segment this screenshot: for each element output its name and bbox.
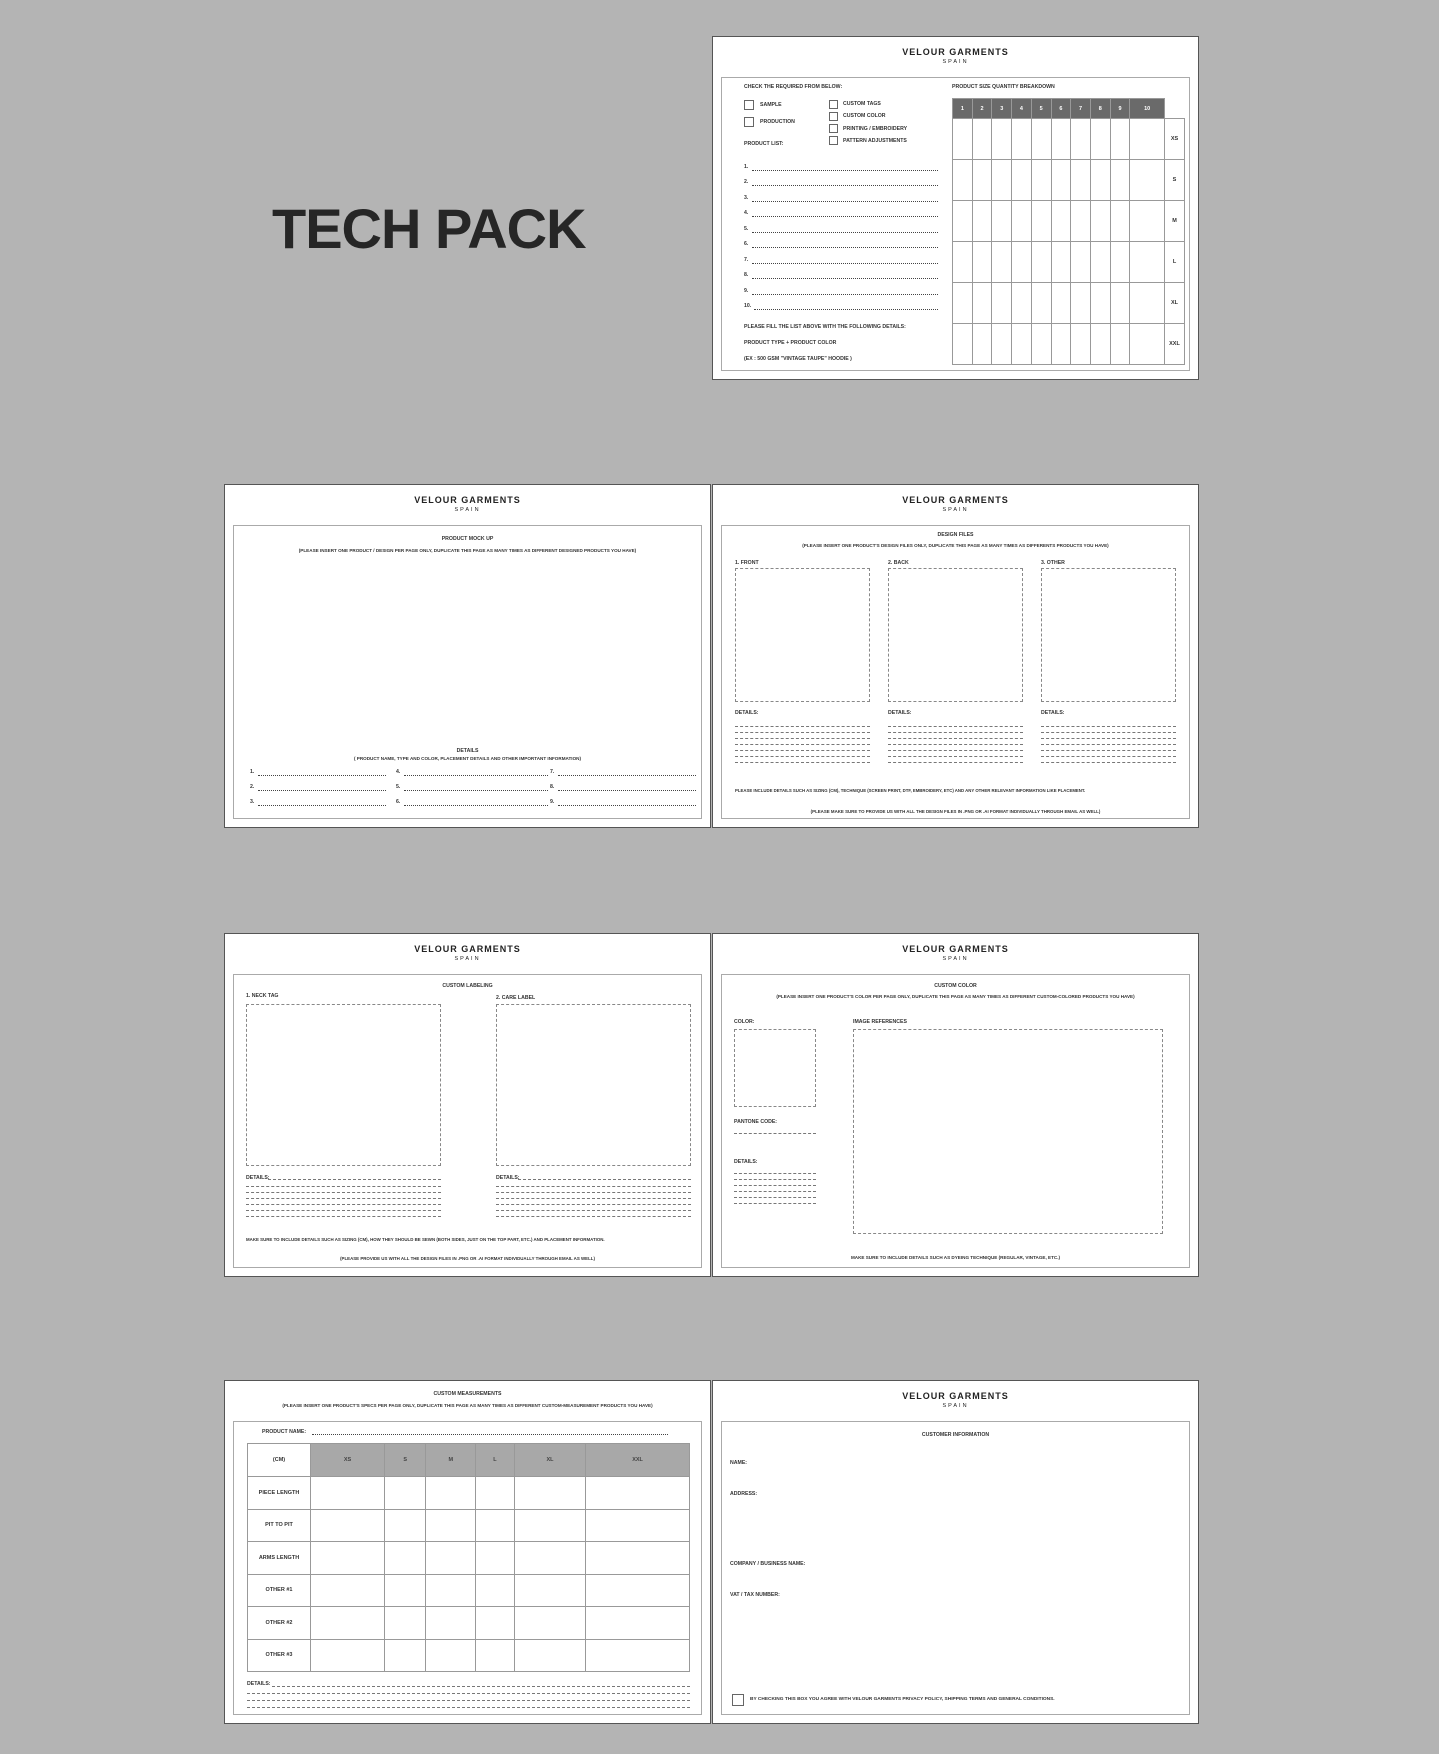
page-custom-labeling: [224, 933, 711, 1277]
qty-cell[interactable]: [953, 324, 973, 365]
qty-cell[interactable]: [1051, 283, 1071, 324]
size-col-header: S: [385, 1444, 426, 1477]
image-references-box[interactable]: [853, 1029, 1163, 1234]
details-label: DETAILS:: [734, 1159, 758, 1165]
list-line[interactable]: [752, 185, 938, 186]
page-custom-measurements: [224, 1380, 711, 1724]
section-title: CUSTOM LABELING: [442, 983, 493, 989]
qty-cell[interactable]: [1031, 160, 1051, 201]
measure-cell[interactable]: [426, 1607, 476, 1640]
qty-cell[interactable]: [1090, 324, 1110, 365]
measure-cell[interactable]: [514, 1509, 585, 1542]
custom-tags-checkbox[interactable]: [829, 100, 838, 109]
list-number: 9.: [744, 288, 749, 294]
brand-country: SPAIN: [942, 59, 969, 65]
qty-cell[interactable]: [1090, 119, 1110, 160]
qty-cell[interactable]: [1012, 324, 1032, 365]
size-col-header: L: [476, 1444, 515, 1477]
measure-row-label: PIT TO PIT: [248, 1509, 311, 1542]
measure-cell[interactable]: [476, 1477, 515, 1510]
details-label: DETAILS:: [735, 710, 759, 716]
details-label: DETAILS:: [247, 1681, 271, 1687]
list-line[interactable]: [752, 263, 938, 264]
neck-tag-label: 1. NECK TAG: [246, 993, 279, 999]
measure-cell[interactable]: [385, 1509, 426, 1542]
brand-name: VELOUR GARMENTS: [902, 495, 1009, 505]
qty-cell[interactable]: [1012, 283, 1032, 324]
measure-cell[interactable]: [476, 1542, 515, 1575]
qty-cell[interactable]: [1110, 283, 1130, 324]
front-label: 1. FRONT: [735, 560, 759, 566]
measure-cell[interactable]: [514, 1639, 585, 1672]
qty-cell[interactable]: [953, 160, 973, 201]
brand-country: SPAIN: [942, 1403, 969, 1409]
list-line[interactable]: [752, 232, 938, 233]
brand-name: VELOUR GARMENTS: [902, 47, 1009, 57]
custom-color-label: CUSTOM COLOR: [843, 113, 886, 119]
qty-cell[interactable]: [972, 283, 992, 324]
brand-country: SPAIN: [942, 956, 969, 962]
brand-country: SPAIN: [454, 507, 481, 513]
detail-line[interactable]: [404, 790, 548, 791]
pantone-line[interactable]: [734, 1133, 816, 1134]
detail-line[interactable]: [558, 805, 696, 806]
size-row-label: M: [1165, 201, 1185, 242]
brand-name: VELOUR GARMENTS: [414, 495, 521, 505]
measure-row-label: ARMS LENGTH: [248, 1542, 311, 1575]
qty-cell[interactable]: [1051, 201, 1071, 242]
measure-cell[interactable]: [476, 1639, 515, 1672]
page-customer-information: [712, 1380, 1199, 1724]
page-product-mockup: [224, 484, 711, 828]
measurements-table: [247, 1443, 690, 1672]
qty-cell[interactable]: [1071, 324, 1091, 365]
list-line[interactable]: [752, 294, 938, 295]
size-col-header: XXL: [586, 1444, 690, 1477]
section-title: CUSTOM MEASUREMENTS: [433, 1391, 502, 1397]
qty-cell[interactable]: [1071, 283, 1091, 324]
qty-cell[interactable]: [972, 242, 992, 283]
production-label: PRODUCTION: [760, 119, 795, 125]
size-quantity-table: [952, 98, 1185, 365]
qty-cell[interactable]: [1071, 242, 1091, 283]
qty-cell[interactable]: [1090, 242, 1110, 283]
image-references-label: IMAGE REFERENCES: [853, 1019, 907, 1025]
neck-tag-box[interactable]: [246, 1004, 441, 1166]
measure-cell[interactable]: [586, 1607, 690, 1640]
details-label: DETAILS:: [1041, 710, 1065, 716]
qty-cell[interactable]: [1031, 283, 1051, 324]
qty-cell[interactable]: [1130, 242, 1165, 283]
section-subtitle: (PLEASE INSERT ONE PRODUCT / DESIGN PER PAGE ONLY, DUPLICATE THIS PAGE AS MANY TIMES AS DIFFERENT DESIGNED PRODUCTS YOU HAVE): [298, 548, 637, 553]
company-field-label: COMPANY / BUSINESS NAME:: [730, 1561, 806, 1567]
measure-cell[interactable]: [385, 1574, 426, 1607]
detail-number: 3.: [250, 799, 255, 805]
size-col-header: 3: [992, 99, 1012, 119]
measure-cell[interactable]: [514, 1574, 585, 1607]
qty-cell[interactable]: [972, 201, 992, 242]
measure-cell[interactable]: [311, 1639, 385, 1672]
size-col-header: 6: [1051, 99, 1071, 119]
measure-row-label: PIECE LENGTH: [248, 1477, 311, 1510]
detail-number: 1.: [250, 769, 255, 775]
qty-cell[interactable]: [1031, 119, 1051, 160]
qty-cell[interactable]: [1110, 242, 1130, 283]
address-field-label: ADDRESS:: [730, 1491, 758, 1497]
page-body: [721, 974, 1190, 1268]
qty-cell[interactable]: [992, 242, 1012, 283]
agree-label: BY CHECKING THIS BOX YOU AGREE WITH VELOUR GARMENTS PRIVACY POLICY, SHIPPING TERMS AND GENERAL CONDITIONS.: [750, 1697, 1055, 1702]
measure-cell[interactable]: [514, 1542, 585, 1575]
size-title: PRODUCT SIZE QUANTITY BREAKDOWN: [952, 84, 1055, 90]
size-row-label: XS: [1165, 119, 1185, 160]
list-number: 6.: [744, 241, 749, 247]
qty-cell[interactable]: [1071, 119, 1091, 160]
measure-cell[interactable]: [311, 1477, 385, 1510]
qty-cell[interactable]: [1051, 242, 1071, 283]
qty-cell[interactable]: [1031, 242, 1051, 283]
qty-cell[interactable]: [972, 160, 992, 201]
list-number: 2.: [744, 179, 749, 185]
measure-cell[interactable]: [586, 1574, 690, 1607]
qty-cell[interactable]: [1051, 160, 1071, 201]
measure-cell[interactable]: [426, 1639, 476, 1672]
measure-cell[interactable]: [514, 1607, 585, 1640]
measure-cell[interactable]: [311, 1574, 385, 1607]
dyeing-note: MAKE SURE TO INCLUDE DETAILS SUCH AS DYEING TECHNIQUE (REGULAR, VINTAGE, ETC.): [850, 1255, 1061, 1260]
sample-checkbox[interactable]: [744, 100, 754, 110]
qty-cell[interactable]: [992, 160, 1012, 201]
page-custom-color: [712, 933, 1199, 1277]
list-number: 8.: [744, 272, 749, 278]
measure-cell[interactable]: [311, 1509, 385, 1542]
measure-cell[interactable]: [426, 1542, 476, 1575]
size-col-header: 7: [1071, 99, 1091, 119]
detail-number: 9.: [550, 799, 555, 805]
product-name-line[interactable]: [312, 1434, 668, 1435]
measure-cell[interactable]: [586, 1542, 690, 1575]
product-list-label: PRODUCT LIST:: [744, 141, 784, 147]
measure-cell[interactable]: [385, 1607, 426, 1640]
detail-number: 6.: [396, 799, 401, 805]
list-number: 7.: [744, 257, 749, 263]
brand-name: VELOUR GARMENTS: [902, 944, 1009, 954]
qty-cell[interactable]: [1110, 201, 1130, 242]
details-label: DETAILS:: [888, 710, 912, 716]
qty-cell[interactable]: [953, 201, 973, 242]
size-col-header: XL: [514, 1444, 585, 1477]
front-design-box[interactable]: [735, 568, 870, 702]
qty-cell[interactable]: [1130, 201, 1165, 242]
corner-cell: (CM): [248, 1444, 311, 1477]
qty-cell[interactable]: [992, 324, 1012, 365]
corner-cell: [1165, 99, 1185, 119]
list-number: 1.: [744, 164, 749, 170]
color-label: COLOR:: [734, 1019, 755, 1025]
qty-cell[interactable]: [1031, 201, 1051, 242]
vat-field-label: VAT / TAX NUMBER:: [730, 1592, 780, 1598]
qty-cell[interactable]: [1012, 119, 1032, 160]
pattern-checkbox[interactable]: [829, 136, 838, 145]
page-body: [233, 525, 702, 819]
measure-cell[interactable]: [311, 1542, 385, 1575]
product-name-label: PRODUCT NAME:: [262, 1429, 307, 1435]
detail-number: 4.: [396, 769, 401, 775]
qty-cell[interactable]: [1130, 324, 1165, 365]
section-subtitle: (PLEASE INSERT ONE PRODUCT'S DESIGN FILES ONLY, DUPLICATE THIS PAGE AS MANY TIMES AS DIFFERENTS PRODUCTS YOU HAVE): [802, 543, 1109, 548]
list-number: 10.: [744, 303, 752, 309]
list-number: 4.: [744, 210, 749, 216]
page-design-files: [712, 484, 1199, 828]
detail-line[interactable]: [258, 775, 386, 776]
detail-number: 5.: [396, 784, 401, 790]
measure-cell[interactable]: [586, 1509, 690, 1542]
qty-cell[interactable]: [1090, 160, 1110, 201]
brand-name: VELOUR GARMENTS: [902, 1391, 1009, 1401]
detail-number: 8.: [550, 784, 555, 790]
measure-cell[interactable]: [385, 1542, 426, 1575]
list-line[interactable]: [752, 278, 938, 279]
measure-cell[interactable]: [426, 1477, 476, 1510]
page-title: TECH PACK: [272, 197, 586, 260]
care-label-box[interactable]: [496, 1004, 691, 1166]
measure-cell[interactable]: [385, 1639, 426, 1672]
custom-color-checkbox[interactable]: [829, 112, 838, 121]
size-col-header: 4: [1012, 99, 1032, 119]
page-body: [233, 974, 702, 1268]
printing-checkbox[interactable]: [829, 124, 838, 133]
qty-cell[interactable]: [992, 283, 1012, 324]
size-col-header: 9: [1110, 99, 1130, 119]
detail-line[interactable]: [558, 790, 696, 791]
size-row-label: XXL: [1165, 324, 1185, 365]
brand-country: SPAIN: [454, 956, 481, 962]
detail-line[interactable]: [404, 805, 548, 806]
qty-cell[interactable]: [992, 201, 1012, 242]
list-line[interactable]: [752, 201, 938, 202]
list-line[interactable]: [752, 216, 938, 217]
measure-cell[interactable]: [476, 1607, 515, 1640]
qty-cell[interactable]: [1051, 324, 1071, 365]
measure-cell[interactable]: [476, 1509, 515, 1542]
fill-note: PLEASE FILL THE LIST ABOVE WITH THE FOLLOWING DETAILS:: [744, 324, 906, 330]
pantone-label: PANTONE CODE:: [734, 1119, 778, 1125]
detail-line[interactable]: [258, 805, 386, 806]
other-design-box[interactable]: [1041, 568, 1176, 702]
section-title: CUSTOMER INFORMATION: [921, 1432, 990, 1438]
size-col-header: 10: [1130, 99, 1165, 119]
page-body: [233, 1421, 702, 1715]
detail-number: 2.: [250, 784, 255, 790]
production-checkbox[interactable]: [744, 117, 754, 127]
size-row-label: S: [1165, 160, 1185, 201]
back-design-box[interactable]: [888, 568, 1023, 702]
example-note: (EX : 500 GSM "VINTAGE TAUPE" HOODIE ): [744, 356, 852, 362]
details-label: DETAILS:: [246, 1175, 270, 1181]
qty-cell[interactable]: [1110, 119, 1130, 160]
design-email-note: (PLEASE MAKE SURE TO PROVIDE US WITH ALL THE DESIGN FILES IN .PNG OR .AI FORMAT INDIVIDUALLY THROUGH EMAIL AS WELL): [810, 809, 1101, 814]
section-subtitle: (PLEASE INSERT ONE PRODUCT'S SPECS PER PAGE ONLY, DUPLICATE THIS PAGE AS MANY TIMES AS DIFFERENT CUSTOM-MEASUREMENT PRODUCTS YOU HAVE): [282, 1403, 653, 1408]
details-label: DETAILS:: [496, 1175, 520, 1181]
brand-country: SPAIN: [942, 507, 969, 513]
qty-cell[interactable]: [992, 119, 1012, 160]
list-line[interactable]: [752, 170, 938, 171]
qty-cell[interactable]: [1012, 201, 1032, 242]
list-number: 5.: [744, 226, 749, 232]
size-row-label: XL: [1165, 283, 1185, 324]
detail-number: 7.: [550, 769, 555, 775]
page-body: [721, 77, 1190, 371]
measure-row-label: OTHER #3: [248, 1639, 311, 1672]
check-title: CHECK THE REQUIRED FROM BELOW:: [744, 84, 843, 90]
care-label-label: 2. CARE LABEL: [496, 995, 536, 1001]
measure-row-label: OTHER #1: [248, 1574, 311, 1607]
measure-cell[interactable]: [311, 1607, 385, 1640]
detail-line[interactable]: [258, 790, 386, 791]
size-col-header: 1: [953, 99, 973, 119]
section-title: CUSTOM COLOR: [934, 983, 977, 989]
measure-cell[interactable]: [514, 1477, 585, 1510]
qty-cell[interactable]: [1090, 201, 1110, 242]
detail-line[interactable]: [558, 775, 696, 776]
size-col-header: 5: [1031, 99, 1051, 119]
size-col-header: 2: [972, 99, 992, 119]
labeling-note: MAKE SURE TO INCLUDE DETAILS SUCH AS SIZING (CM), HOW THEY SHOULD BE SEWN (BOTH SIDES, JUST ON THE TOP PART, ETC.) AND PLACEMENT INFORMATION.: [246, 1237, 605, 1242]
other-label: 3. OTHER: [1041, 560, 1065, 566]
details-title: DETAILS: [456, 748, 479, 754]
qty-cell[interactable]: [953, 119, 973, 160]
page-body: [721, 525, 1190, 819]
size-col-header: M: [426, 1444, 476, 1477]
measure-cell[interactable]: [586, 1477, 690, 1510]
page-order-form: [712, 36, 1199, 380]
measure-cell[interactable]: [385, 1477, 426, 1510]
design-note: PLEASE INCLUDE DETAILS SUCH AS SIZING (CM), TECHNIQUE (SCREEN PRINT, DTF, EMBROIDERY, ETC) AND ANY OTHER RELEVANT INFORMATION LIKE PLACEMENT.: [735, 788, 1086, 793]
measure-row-label: OTHER #2: [248, 1607, 311, 1640]
pattern-label: PATTERN ADJUSTMENTS: [843, 138, 907, 144]
qty-cell[interactable]: [972, 119, 992, 160]
list-line[interactable]: [754, 309, 938, 310]
size-col-header: 8: [1090, 99, 1110, 119]
qty-cell[interactable]: [972, 324, 992, 365]
qty-cell[interactable]: [953, 242, 973, 283]
qty-cell[interactable]: [1110, 160, 1130, 201]
qty-cell[interactable]: [1051, 119, 1071, 160]
qty-cell[interactable]: [1071, 160, 1091, 201]
agree-checkbox[interactable]: [732, 1694, 744, 1706]
labeling-email-note: (PLEASE PROVIDE US WITH ALL THE DESIGN FILES IN .PNG OR .AI FORMAT INDIVIDUALLY THROUGH EMAIL AS WELL): [340, 1256, 595, 1261]
detail-line[interactable]: [404, 775, 548, 776]
printing-label: PRINTING / EMBROIDERY: [843, 126, 908, 132]
type-note: PRODUCT TYPE + PRODUCT COLOR: [744, 340, 837, 346]
page-body: [721, 1421, 1190, 1715]
name-field-label: NAME:: [730, 1460, 748, 1466]
size-col-header: XS: [311, 1444, 385, 1477]
list-line[interactable]: [752, 247, 938, 248]
sample-label: SAMPLE: [760, 102, 782, 108]
size-row-label: L: [1165, 242, 1185, 283]
measure-cell[interactable]: [426, 1574, 476, 1607]
list-number: 3.: [744, 195, 749, 201]
section-title: PRODUCT MOCK UP: [441, 536, 494, 542]
qty-cell[interactable]: [1130, 119, 1165, 160]
measure-cell[interactable]: [586, 1639, 690, 1672]
measure-cell[interactable]: [476, 1574, 515, 1607]
section-title: DESIGN FILES: [937, 532, 974, 538]
back-label: 2. BACK: [888, 560, 909, 566]
qty-cell[interactable]: [953, 283, 973, 324]
qty-cell[interactable]: [1071, 201, 1091, 242]
measure-cell[interactable]: [426, 1509, 476, 1542]
qty-cell[interactable]: [1031, 324, 1051, 365]
details-subtitle: ( PRODUCT NAME, TYPE AND COLOR, PLACEMENT DETAILS AND OTHER IMPORTANT INFORMATION): [353, 756, 582, 761]
qty-cell[interactable]: [1090, 283, 1110, 324]
qty-cell[interactable]: [1130, 283, 1165, 324]
qty-cell[interactable]: [1110, 324, 1130, 365]
qty-cell[interactable]: [1130, 160, 1165, 201]
qty-cell[interactable]: [1012, 160, 1032, 201]
brand-name: VELOUR GARMENTS: [414, 944, 521, 954]
qty-cell[interactable]: [1012, 242, 1032, 283]
section-subtitle: (PLEASE INSERT ONE PRODUCT'S COLOR PER PAGE ONLY, DUPLICATE THIS PAGE AS MANY TIMES AS DIFFERENT CUSTOM-COLORED PRODUCTS YOU HAVE): [776, 994, 1135, 999]
color-swatch-box[interactable]: [734, 1029, 816, 1107]
custom-tags-label: CUSTOM TAGS: [843, 101, 881, 107]
